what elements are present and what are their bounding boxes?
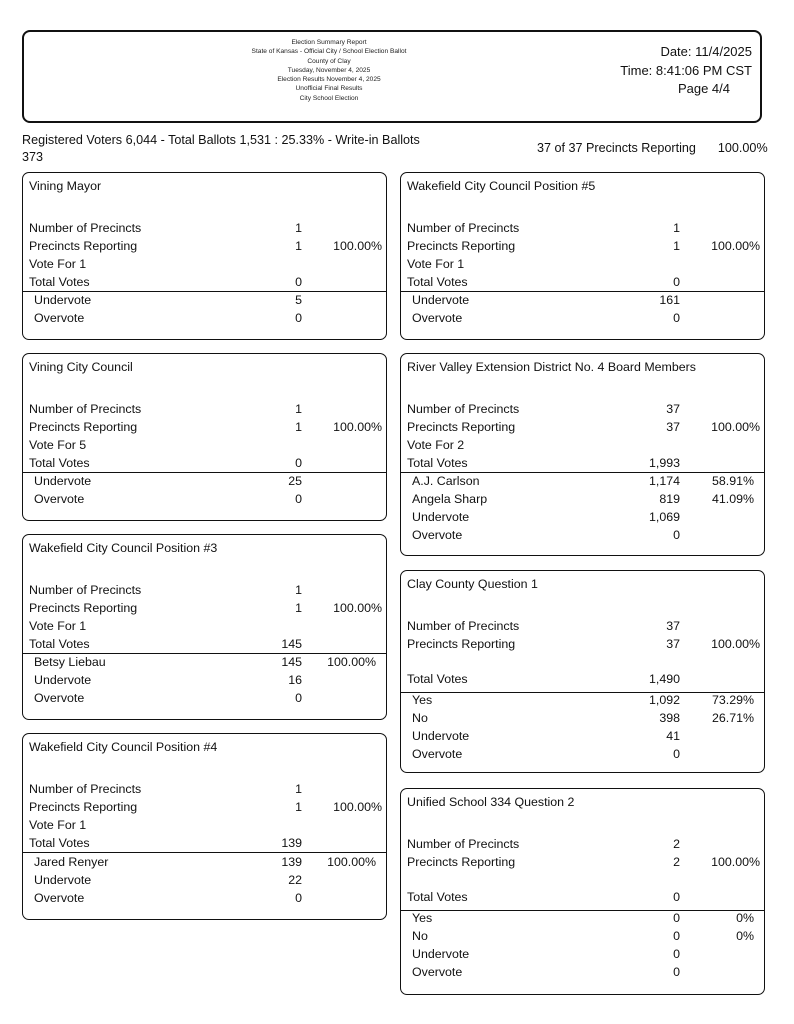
total-votes-row-value: 145 xyxy=(281,637,302,651)
number-of-precincts-row xyxy=(407,219,764,237)
precincts-reporting-row-pct: 100.00% xyxy=(711,239,760,253)
result-row xyxy=(29,490,386,508)
total-votes-row-label: Total Votes xyxy=(29,836,90,850)
ballot-name: State of Kansas - Official City / School Election Ballot xyxy=(251,48,407,56)
total-votes-row-value: 0 xyxy=(295,275,302,289)
result-row-pct: 0% xyxy=(736,911,754,925)
contest-box-unified-school-334-question-2 xyxy=(400,788,765,995)
contest-box-wakefield-city-council-position-5 xyxy=(400,172,765,340)
precincts-reporting-row-value: 37 xyxy=(666,637,680,651)
result-row xyxy=(29,671,386,689)
result-row-label: Overvote xyxy=(34,891,85,905)
result-row-label: Undervote xyxy=(34,474,92,488)
number-of-precincts-row xyxy=(407,400,764,418)
precincts-reporting-row-label: Precincts Reporting xyxy=(29,239,138,253)
contest-box-wakefield-city-council-position-3 xyxy=(22,534,387,720)
result-row-pct: 0% xyxy=(736,929,754,943)
contest-box-vining-city-council xyxy=(22,353,387,521)
total-votes-row-label: Total Votes xyxy=(407,890,468,904)
number-of-precincts-row-value: 37 xyxy=(666,619,680,633)
contest-box-clay-county-question-1 xyxy=(400,570,765,773)
page-number: Page 4/4 xyxy=(677,81,730,96)
vote-for-row-label: Vote For 1 xyxy=(29,257,87,271)
precincts-reporting-row xyxy=(29,798,386,816)
number-of-precincts-row xyxy=(29,400,386,418)
precincts-reporting-row xyxy=(29,599,386,617)
vote-for-row-label: Vote For 5 xyxy=(29,438,87,452)
vote-for-row xyxy=(29,816,386,834)
result-row-label: No xyxy=(412,929,428,943)
result-row xyxy=(29,309,386,327)
precincts-reporting-row xyxy=(407,237,764,255)
result-row-label: Overvote xyxy=(412,311,463,325)
precincts-reporting-row-pct: 100.00% xyxy=(333,239,382,253)
vote-for-row-label: Vote For 2 xyxy=(407,438,465,452)
total-votes-row xyxy=(29,454,386,472)
total-votes-row-label: Total Votes xyxy=(407,275,468,289)
result-row-label: Betsy Liebau xyxy=(34,655,106,669)
result-row-value: 0 xyxy=(673,311,680,325)
contest-title: Wakefield City Council Position #4 xyxy=(29,740,218,754)
number-of-precincts-row xyxy=(29,780,386,798)
election-day: Tuesday, November 4, 2025 xyxy=(287,66,371,74)
contest-box-vining-mayor xyxy=(22,172,387,340)
result-row-value: 41 xyxy=(666,729,680,743)
total-votes-row-value: 139 xyxy=(281,836,302,850)
total-votes-row xyxy=(407,670,764,688)
result-row-value: 139 xyxy=(281,855,302,869)
result-row-value: 145 xyxy=(281,655,302,669)
result-row-label: Yes xyxy=(412,911,433,925)
result-row xyxy=(407,691,764,709)
result-row-pct: 100.00% xyxy=(327,855,376,869)
precincts-reporting-row-value: 1 xyxy=(295,800,302,814)
precincts-reporting-row xyxy=(407,635,764,653)
number-of-precincts-row-label: Number of Precincts xyxy=(29,402,142,416)
result-row-value: 398 xyxy=(659,711,680,725)
result-row-pct: 41.09% xyxy=(711,492,754,506)
result-row xyxy=(29,653,386,671)
precincts-reporting-row-label: Precincts Reporting xyxy=(407,637,516,651)
number-of-precincts-row-value: 2 xyxy=(673,837,680,851)
result-row-value: 0 xyxy=(673,528,680,542)
result-row xyxy=(407,909,764,927)
total-votes-row-label: Total Votes xyxy=(407,456,468,470)
result-row-value: 1,174 xyxy=(648,474,680,488)
vote-for-row xyxy=(29,255,386,273)
total-votes-row-value: 1,993 xyxy=(648,456,680,470)
contest-box-river-valley-extension-district-no-4-board-members xyxy=(400,353,765,556)
total-votes-row xyxy=(407,888,764,906)
precincts-reporting-row-pct: 100.00% xyxy=(333,601,382,615)
number-of-precincts-row xyxy=(29,219,386,237)
number-of-precincts-row-label: Number of Precincts xyxy=(29,583,142,597)
turnout-summary xyxy=(22,132,452,165)
election-type: City School Election xyxy=(299,94,359,102)
number-of-precincts-row-value: 1 xyxy=(295,221,302,235)
turnout-line: Registered Voters 6,044 - Total Ballots 1,531 : 25.33% - Write-in Ballots xyxy=(22,133,420,147)
number-of-precincts-row-value: 1 xyxy=(295,583,302,597)
total-votes-row xyxy=(29,273,386,291)
total-votes-row xyxy=(29,635,386,653)
number-of-precincts-row-value: 1 xyxy=(295,402,302,416)
result-row-label: Undervote xyxy=(412,510,470,524)
result-row-value: 25 xyxy=(288,474,302,488)
result-row-pct: 100.00% xyxy=(327,655,376,669)
number-of-precincts-row-value: 1 xyxy=(295,782,302,796)
result-row-value: 0 xyxy=(673,965,680,979)
result-row-value: 0 xyxy=(295,311,302,325)
result-row xyxy=(407,745,764,763)
precincts-reporting-row-value: 1 xyxy=(295,420,302,434)
result-row-label: Overvote xyxy=(34,492,85,506)
precincts-reporting-pct: 100.00% xyxy=(717,141,768,155)
total-votes-row xyxy=(407,273,764,291)
total-votes-row-value: 0 xyxy=(673,890,680,904)
result-row-label: Undervote xyxy=(34,293,92,307)
total-votes-row-label: Total Votes xyxy=(407,672,468,686)
result-row-value: 0 xyxy=(295,891,302,905)
result-row xyxy=(407,309,764,327)
write-in-count: 373 xyxy=(22,149,44,164)
precincts-reporting-row-value: 37 xyxy=(666,420,680,434)
result-row-label: Overvote xyxy=(34,691,85,705)
result-row-value: 16 xyxy=(288,673,302,687)
result-row-label: No xyxy=(412,711,428,725)
total-votes-row-value: 0 xyxy=(673,275,680,289)
precincts-reporting-row-value: 2 xyxy=(673,855,680,869)
vote-for-row xyxy=(407,436,764,454)
contest-title: Vining Mayor xyxy=(29,179,102,193)
result-row xyxy=(29,689,386,707)
result-row xyxy=(29,871,386,889)
result-row-label: Overvote xyxy=(412,747,463,761)
vote-for-row xyxy=(29,436,386,454)
result-row-label: Undervote xyxy=(412,947,470,961)
result-row-pct: 26.71% xyxy=(711,711,754,725)
report-time: Time: 8:41:06 PM CST xyxy=(620,62,752,78)
contest-title: Clay County Question 1 xyxy=(407,577,538,591)
number-of-precincts-row-value: 1 xyxy=(673,221,680,235)
result-row xyxy=(407,963,764,981)
precincts-reporting-row-label: Precincts Reporting xyxy=(407,420,516,434)
result-row-value: 1,069 xyxy=(648,510,680,524)
total-votes-row-value: 1,490 xyxy=(648,672,680,686)
result-row-label: Undervote xyxy=(34,873,92,887)
precincts-reporting-row xyxy=(407,853,764,871)
result-row xyxy=(407,927,764,945)
result-row-value: 0 xyxy=(673,747,680,761)
result-row-pct: 73.29% xyxy=(711,693,754,707)
result-row-value: 0 xyxy=(295,691,302,705)
result-row xyxy=(407,508,764,526)
result-row xyxy=(407,472,764,490)
number-of-precincts-row-value: 37 xyxy=(666,402,680,416)
result-row xyxy=(29,472,386,490)
number-of-precincts-row-label: Number of Precincts xyxy=(407,619,520,633)
total-votes-row-label: Total Votes xyxy=(29,456,90,470)
results-date: Election Results November 4, 2025 xyxy=(277,76,381,84)
result-row xyxy=(29,889,386,907)
precincts-reporting-row-pct: 100.00% xyxy=(333,800,382,814)
result-row xyxy=(407,526,764,544)
number-of-precincts-row xyxy=(407,835,764,853)
total-votes-row xyxy=(29,834,386,852)
result-row-value: 819 xyxy=(659,492,680,506)
vote-for-row-label: Vote For 1 xyxy=(29,619,87,633)
result-row-label: Undervote xyxy=(34,673,92,687)
report-meta xyxy=(620,43,752,99)
number-of-precincts-row-label: Number of Precincts xyxy=(407,837,520,851)
result-row-value: 0 xyxy=(295,492,302,506)
result-row-label: Overvote xyxy=(412,965,463,979)
result-row xyxy=(407,727,764,745)
number-of-precincts-row xyxy=(407,617,764,635)
result-row-value: 22 xyxy=(288,873,302,887)
result-row-value: 0 xyxy=(673,911,680,925)
precincts-reporting-row xyxy=(29,237,386,255)
result-row-value: 5 xyxy=(295,293,302,307)
precincts-reporting-row-pct: 100.00% xyxy=(711,637,760,651)
precincts-reporting-summary xyxy=(537,141,768,155)
precincts-reporting-row-label: Precincts Reporting xyxy=(29,800,138,814)
result-row-label: Overvote xyxy=(34,311,85,325)
result-row xyxy=(407,291,764,309)
vote-for-row-label: Vote For 1 xyxy=(29,818,87,832)
result-row xyxy=(407,709,764,727)
result-row-label: Yes xyxy=(412,693,433,707)
result-row-label: Angela Sharp xyxy=(412,492,488,506)
report-header xyxy=(22,30,762,123)
precincts-reporting-row-pct: 100.00% xyxy=(333,420,382,434)
total-votes-row-value: 0 xyxy=(295,456,302,470)
vote-for-row xyxy=(407,255,764,273)
result-row xyxy=(407,490,764,508)
result-row xyxy=(407,945,764,963)
result-row-label: A.J. Carlson xyxy=(412,474,480,488)
number-of-precincts-row-label: Number of Precincts xyxy=(29,221,142,235)
result-row-value: 0 xyxy=(673,947,680,961)
vote-for-row xyxy=(29,617,386,635)
total-votes-row xyxy=(407,454,764,472)
county-name: County of Clay xyxy=(307,57,351,65)
number-of-precincts-row-label: Number of Precincts xyxy=(407,221,520,235)
number-of-precincts-row xyxy=(29,581,386,599)
report-title-block xyxy=(214,38,444,103)
result-row-value: 161 xyxy=(659,293,680,307)
report-date: Date: 11/4/2025 xyxy=(660,44,752,59)
precincts-reporting-row-value: 1 xyxy=(295,601,302,615)
result-row xyxy=(29,291,386,309)
precincts-reporting-row-pct: 100.00% xyxy=(711,855,760,869)
result-row-label: Undervote xyxy=(412,293,470,307)
result-row-label: Undervote xyxy=(412,729,470,743)
precincts-reporting-row xyxy=(407,418,764,436)
total-votes-row-label: Total Votes xyxy=(29,637,90,651)
contest-title: Wakefield City Council Position #3 xyxy=(29,541,218,555)
result-row-value: 1,092 xyxy=(648,693,680,707)
contest-title: Unified School 334 Question 2 xyxy=(407,795,575,809)
report-title: Election Summary Report xyxy=(291,39,367,46)
results-status: Unofficial Final Results xyxy=(295,85,363,93)
precincts-reporting-row-value: 1 xyxy=(295,239,302,253)
result-row-value: 0 xyxy=(673,929,680,943)
precincts-reporting-row-label: Precincts Reporting xyxy=(407,239,516,253)
result-row xyxy=(29,853,386,871)
precincts-reporting-row-label: Precincts Reporting xyxy=(29,420,138,434)
contest-title: Vining City Council xyxy=(29,360,133,374)
precincts-reporting-row-value: 1 xyxy=(673,239,680,253)
precincts-reporting-text: 37 of 37 Precincts Reporting xyxy=(537,141,696,155)
precincts-reporting-row xyxy=(29,418,386,436)
number-of-precincts-row-label: Number of Precincts xyxy=(407,402,520,416)
result-row-label: Jared Renyer xyxy=(34,855,109,869)
contest-title: River Valley Extension District No. 4 Board Members xyxy=(407,360,696,374)
contest-title: Wakefield City Council Position #5 xyxy=(407,179,596,193)
result-row-pct: 58.91% xyxy=(711,474,754,488)
result-row-label: Overvote xyxy=(412,528,463,542)
contest-box-wakefield-city-council-position-4 xyxy=(22,733,387,920)
precincts-reporting-row-pct: 100.00% xyxy=(711,420,760,434)
vote-for-row-label: Vote For 1 xyxy=(407,257,465,271)
precincts-reporting-row-label: Precincts Reporting xyxy=(29,601,138,615)
total-votes-row-label: Total Votes xyxy=(29,275,90,289)
precincts-reporting-row-label: Precincts Reporting xyxy=(407,855,516,869)
number-of-precincts-row-label: Number of Precincts xyxy=(29,782,142,796)
